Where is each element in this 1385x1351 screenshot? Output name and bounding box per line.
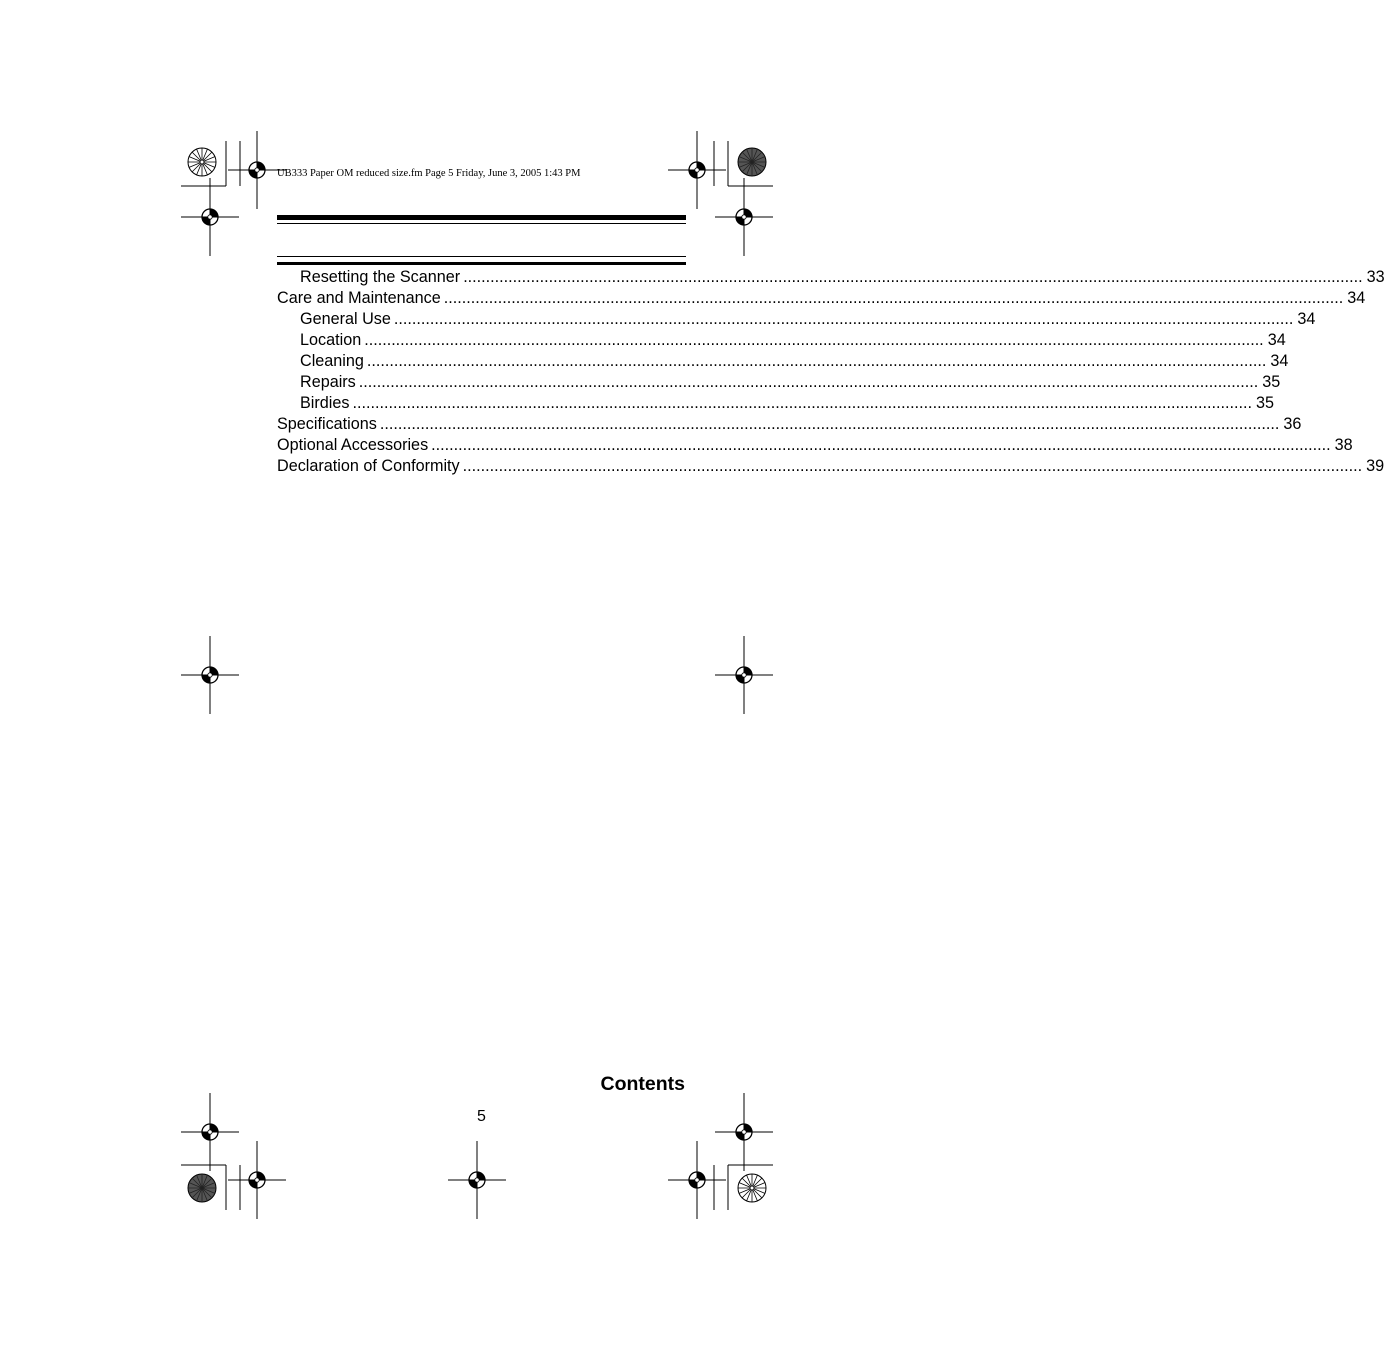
toc-entry-page: 35 [1262, 373, 1281, 391]
toc-entry-title: Cleaning [300, 352, 364, 370]
toc-dot-leader: ........................................................................................................................................................................................................ [379, 415, 1280, 433]
toc-entry-title: Care and Maintenance [277, 289, 441, 307]
toc-dot-leader: ........................................................................................................................................................................................................ [352, 394, 1252, 412]
toc-dot-leader: ........................................................................................................................................................................................................ [358, 373, 1259, 391]
top-rule-thin [277, 223, 686, 224]
toc-entry [277, 372, 1281, 393]
toc-entry-page: 35 [1255, 394, 1274, 412]
toc-entry [277, 309, 1316, 330]
toc-entry-title: General Use [300, 310, 391, 328]
toc-dot-leader: ........................................................................................................................................................................................................ [393, 310, 1294, 328]
toc-dot-leader: ........................................................................................................................................................................................................ [364, 331, 1264, 349]
section-title: Contents [600, 1073, 685, 1095]
toc-entry-title: Repairs [300, 373, 356, 391]
toc-entry [277, 288, 1366, 309]
toc-dot-leader: ........................................................................................................................................................................................................ [463, 268, 1363, 286]
toc-entry-page: 34 [1347, 289, 1366, 307]
toc-dot-leader: ........................................................................................................................................................................................................ [366, 352, 1267, 370]
toc-entry [277, 351, 1289, 372]
toc-rule-thin [277, 256, 686, 257]
toc-dot-leader: ........................................................................................................................................................................................................ [462, 457, 1363, 475]
toc-entry [277, 267, 1385, 288]
toc-entry [277, 330, 1286, 351]
toc-entry-page: 34 [1297, 310, 1316, 328]
toc-entry-title: Location [300, 331, 362, 349]
toc-dot-leader: ........................................................................................................................................................................................................ [443, 289, 1344, 307]
toc-entry [277, 393, 1274, 414]
toc-entry-page: 36 [1283, 415, 1302, 433]
toc-entry [277, 414, 1302, 435]
print-header-info: UB333 Paper OM reduced size.fm Page 5 Friday, June 3, 2005 1:43 PM [277, 168, 581, 179]
toc-entry-page: 39 [1366, 457, 1385, 475]
top-rule-thick [277, 215, 686, 220]
toc-entry-title: Declaration of Conformity [277, 457, 460, 475]
page-number: 5 [477, 1108, 486, 1125]
toc-entry-title: Specifications [277, 415, 377, 433]
toc-entry-page: 34 [1270, 352, 1289, 370]
toc-entry-title: Birdies [300, 394, 350, 412]
toc-dot-leader: ........................................................................................................................................................................................................ [431, 436, 1331, 454]
toc-entry-page: 38 [1334, 436, 1353, 454]
toc-entry [277, 435, 1353, 456]
toc-entry-title: Resetting the Scanner [300, 268, 461, 286]
toc-entry-page: 33 [1366, 268, 1385, 286]
table-of-contents [277, 267, 1385, 477]
toc-entry-title: Optional Accessories [277, 436, 429, 454]
toc-entry-page: 34 [1267, 331, 1286, 349]
toc-entry [277, 456, 1385, 477]
toc-rule [277, 262, 686, 265]
